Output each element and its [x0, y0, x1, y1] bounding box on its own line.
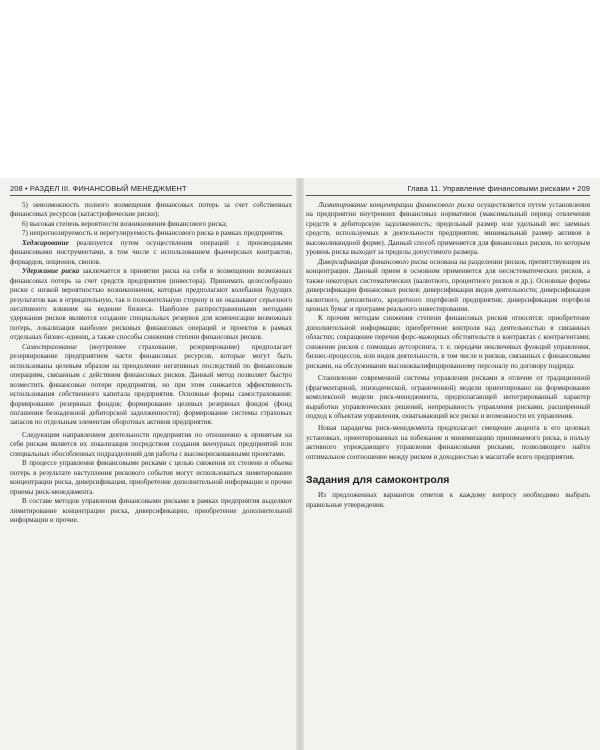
risk-reduction-paragraph: В процессе управления финансовыми рисками с целью снижения их степени и объема потерь в результате наступления рискового события могут использоваться лимитирование концентрации риска, диверсификация, приобретение дополнительной информации и прочие приемы риск-менеджмента. — [10, 459, 292, 496]
self-insurance-text: (внутреннее страхование, резервирование) предполагает резервирование предприятием части финансовых ресурсов, которые могут быть использованы целевым образом на преодоление негативных последствий по финансовым операциям, связанным с действием финансовых рисков. Данный метод позволяет быстро возместить финансовые потери предприятия, но при этом снижается эффективность использования собственного капитала предприятия. Основные формы самострахования: формирование резервных фондов; формирование целевых резервных фондов (фонд погашения безнадежной дебиторской задолженности); формирование системы страховых запасов по отдельным элементам оборотных активов предприятия. — [10, 342, 292, 427]
hedging-paragraph — [10, 239, 292, 267]
other-methods-paragraph: К прочим методам снижения степени финансовых рисков относятся: приобретение дополнительной информации; приобретение контроля над деятельностью в связанных областях; сокращение перечня форс-мажорных обстоятельств в контрактах с контрагентами; снижение рисков с помощью аутсорсинга, т. е. передачи неключевых функций управления, бизнес-процессов, или видов деятельности, в том числе и рисков, связанных с финансовыми рисками, на обслуживание высококвалифицированному персоналу по договору подряда. — [306, 314, 590, 370]
left-running-head: 208 • РАЗДЕЛ III. ФИНАНСОВЫЙ МЕНЕДЖМЕНТ — [10, 184, 292, 196]
list-item-6: 6) высокая степень вероятности возникновения финансового риска; — [22, 219, 228, 228]
section-title: Задания для самоконтроля — [306, 474, 450, 487]
limit-term: Лимитирование концентрации финансового риска — [318, 201, 475, 209]
diversification-term: Диверсификация финансового риска — [318, 257, 428, 266]
diversification-text: основана на разделении рисков, препятствующем их концентрации. Данный прием в основном применяется для несистематических рисков, а также некоторых систематических (валютного, процентного рисков и др.). Основные формы диверсификации финансовых рисков: диверсификация видов деятельности; диверсификация валютного, депозитного, кредитного портфелей предприятия; диверсификация портфеля ценных бумаг и программ реального инвестирования. — [306, 257, 590, 313]
modern-system-paragraph: Становление современной системы управления рисками в отличие от традиционной (фрагментарной, эпизодической, ограниченной) модели ориентировано на формирование комплексной модели риск-менеджмента, предполагающей интегрированный характер выработки управленческих решений, непрерывность управления рисками, расширенный подход к объектам управления, охватывающий все риски и возможности их управления. — [306, 374, 590, 420]
new-paradigm-paragraph: Новая парадигма риск-менеджмента предполагает смещение акцента в его целевых установках, ориентированных на избежание и минимизацию принимаемого риска, в пользу активного упреждающего управления финансовыми рисками, позволяющего найти оптимальное соотношение между риском и доходностью в масштабе всего предприятия. — [306, 424, 590, 461]
risk-retention-paragraph — [10, 267, 292, 343]
limit-paragraph — [306, 201, 590, 258]
risk-retention-term: Удержание риска — [22, 267, 80, 276]
self-check-instructions: Из предложенных вариантов ответов к каждому вопросу необходимо выбрать правильные утверждения. — [306, 491, 590, 509]
list-item-5: 5) невозможность полного возмещения финансовых потерь за счет собственных финансовых ресурсов (катастрофические риски); — [10, 201, 292, 219]
hedging-term: Хеджирование — [22, 238, 69, 247]
left-page — [10, 184, 292, 744]
risk-retention-text: заключается в принятии риска на себя и возмещении возможных финансовых потерь за счет средств предприятия (инвестора). Принимать целесообразно риски с низкой вероятностью возникновения, которые предполагают колебания будущих результатов как в отрицательную, так и положительную сторону и не оказывают серьезного негативного влияния на ведение бизнеса. Наиболее распространенными методами удержания рисков являются создание специальных резервов для компенсации возможных потерь, локализация наиболее рисковых финансовых операций и проектов в рамках отдельных бизнес-единиц, а также способы снижения степени финансовых рисков. — [10, 267, 292, 342]
methods-paragraph: В составе методов управления финансовыми рисками в рамках предприятия выделяют лимитирование концентрации риска, диверсификацию, приобретение дополнительной информации и прочие. — [10, 497, 292, 524]
limit-text: осуществляется путем установления на предприятии внутренних финансовых нормативов (максимальный период отвлечения средств в дебиторскую задолженность; предельный размер или удельный вес заемных средств, используемых в деятельности предприятия; минимальный размер активов в высоколиквидной форме). Данный способ применяется для финансовых рисков, по которым уровень риска выходит за пределы допустимого размера. — [306, 201, 590, 257]
localization-paragraph: Следующим направлением деятельности предприятия по отношению к принятым на себя рискам является их локализация посредством создания венчурных предприятий или специальных обособленных подразделений для работы с высокорискованными проектами. — [10, 430, 292, 458]
right-page — [306, 184, 590, 744]
list-item-7: 7) непрогнозируемость и нерегулируемость финансового риска в рамках предприятия. — [22, 229, 285, 238]
self-insurance-term: Самострахование — [22, 342, 78, 351]
self-insurance-paragraph — [10, 343, 292, 428]
book-gutter — [296, 178, 304, 750]
diversification-paragraph — [306, 258, 590, 315]
right-running-head: Глава 11. Управление финансовыми рисками • 209 — [306, 184, 590, 196]
hedging-text: реализуется путем осуществления операций с производными финансовыми инструментами, в том числе с использованием фьючерсных контрактов, форвардов, опционов, свопов. — [10, 238, 292, 266]
